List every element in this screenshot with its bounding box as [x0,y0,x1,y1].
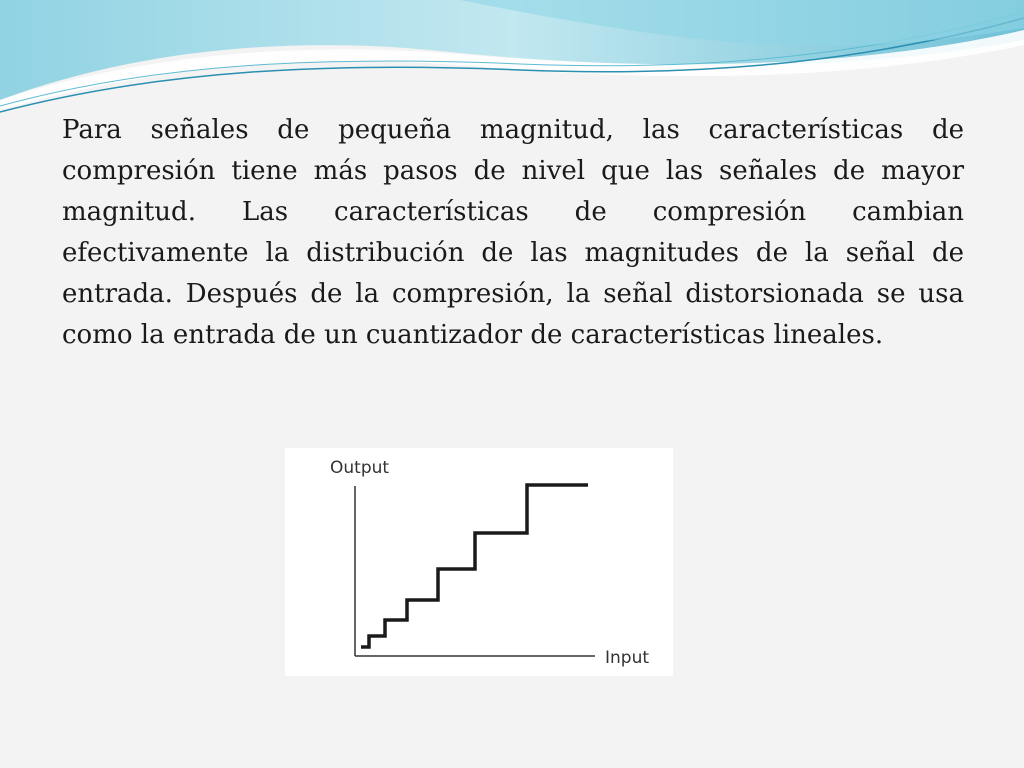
y-axis-label: Output [330,458,390,478]
staircase-curve [361,485,588,647]
header-wave-decoration [0,0,1024,120]
body-paragraph: Para señales de pequeña magnitud, las características de compresión tiene más pasos de nivel que las señales de mayor magnitud. Las características de compresión cambian efectivamente la distribución de las magnitudes de la señal de entrada. Después de la compresión, la señal distorsionada se usa como la entrada de un cuantizador de características lineales. [62,115,964,350]
staircase-chart [285,448,673,676]
compression-staircase-diagram [285,448,673,676]
x-axis-label: Input [605,648,650,668]
